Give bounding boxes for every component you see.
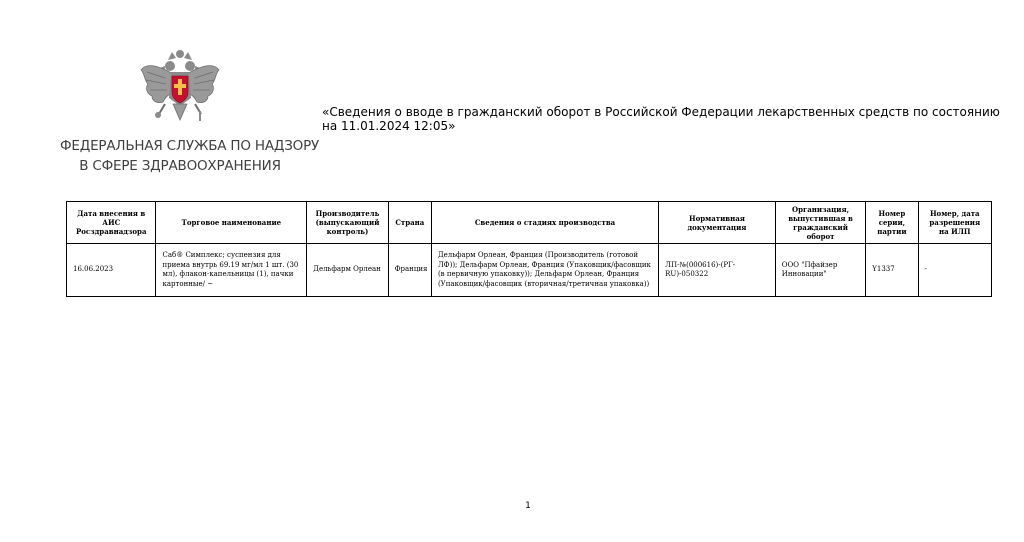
cell-permit-number: - (918, 244, 991, 297)
header-trade-name: Торговое наименование (156, 202, 307, 244)
header-regulatory-doc: Нормативная документация (659, 202, 776, 244)
header-date-added: Дата внесения в АИС Росздравнадзора (67, 202, 156, 244)
agency-logo (60, 48, 320, 178)
cell-trade-name: Саб® Симплекс; суспензия для приема внутрь 69.19 мг/мл 1 шт. (30 мл), флакон-капельницы (1), пачки картонные/ ~ (156, 244, 307, 297)
cell-date-added: 16.06.2023 (67, 244, 156, 297)
registry-table (66, 201, 992, 297)
header-country: Страна (388, 202, 431, 244)
agency-name-line-2: В СФЕРЕ ЗДРАВООХРАНЕНИЯ (79, 158, 281, 174)
cell-production-stages: Дельфарм Орлеан, Франция (Производитель (готовой ЛФ)); Дельфарм Орлеан, Франция (Упаковщик/фасовщик (в первичную упаковку)); Дельфарм Орлеан, Франция (Упаковщик/фасовщик (вторичная/третичная упаковка)) (431, 244, 658, 297)
header-production-stages: Сведения о стадиях производства (431, 202, 658, 244)
cell-batch-number: Y1337 (866, 244, 918, 297)
agency-name-line-1: ФЕДЕРАЛЬНАЯ СЛУЖБА ПО НАДЗОРУ (60, 138, 320, 154)
double-headed-eagle-emblem-icon (135, 48, 225, 128)
page-number: 1 (525, 501, 531, 511)
header-permit-number: Номер, дата разрешения на ИЛП (918, 202, 991, 244)
header-batch-number: Номер серии, партии (866, 202, 918, 244)
table-row (67, 244, 992, 297)
cell-regulatory-doc: ЛП-№(000616)-(РГ-RU)-050322 (659, 244, 776, 297)
header-releasing-org: Организация, выпустившая в гражданский оборот (775, 202, 865, 244)
cell-releasing-org: ООО "Пфайзер Инновации" (775, 244, 865, 297)
table-header-row (67, 202, 992, 244)
cell-manufacturer: Дельфарм Орлеан (307, 244, 388, 297)
cell-country: Франция (388, 244, 431, 297)
document-heading: «Сведения о вводе в гражданский оборот в Российской Федерации лекарственных средств по состоянию на 11.01.2024 12:05» (322, 105, 1000, 133)
header-manufacturer: Производитель (выпускающий контроль) (307, 202, 388, 244)
